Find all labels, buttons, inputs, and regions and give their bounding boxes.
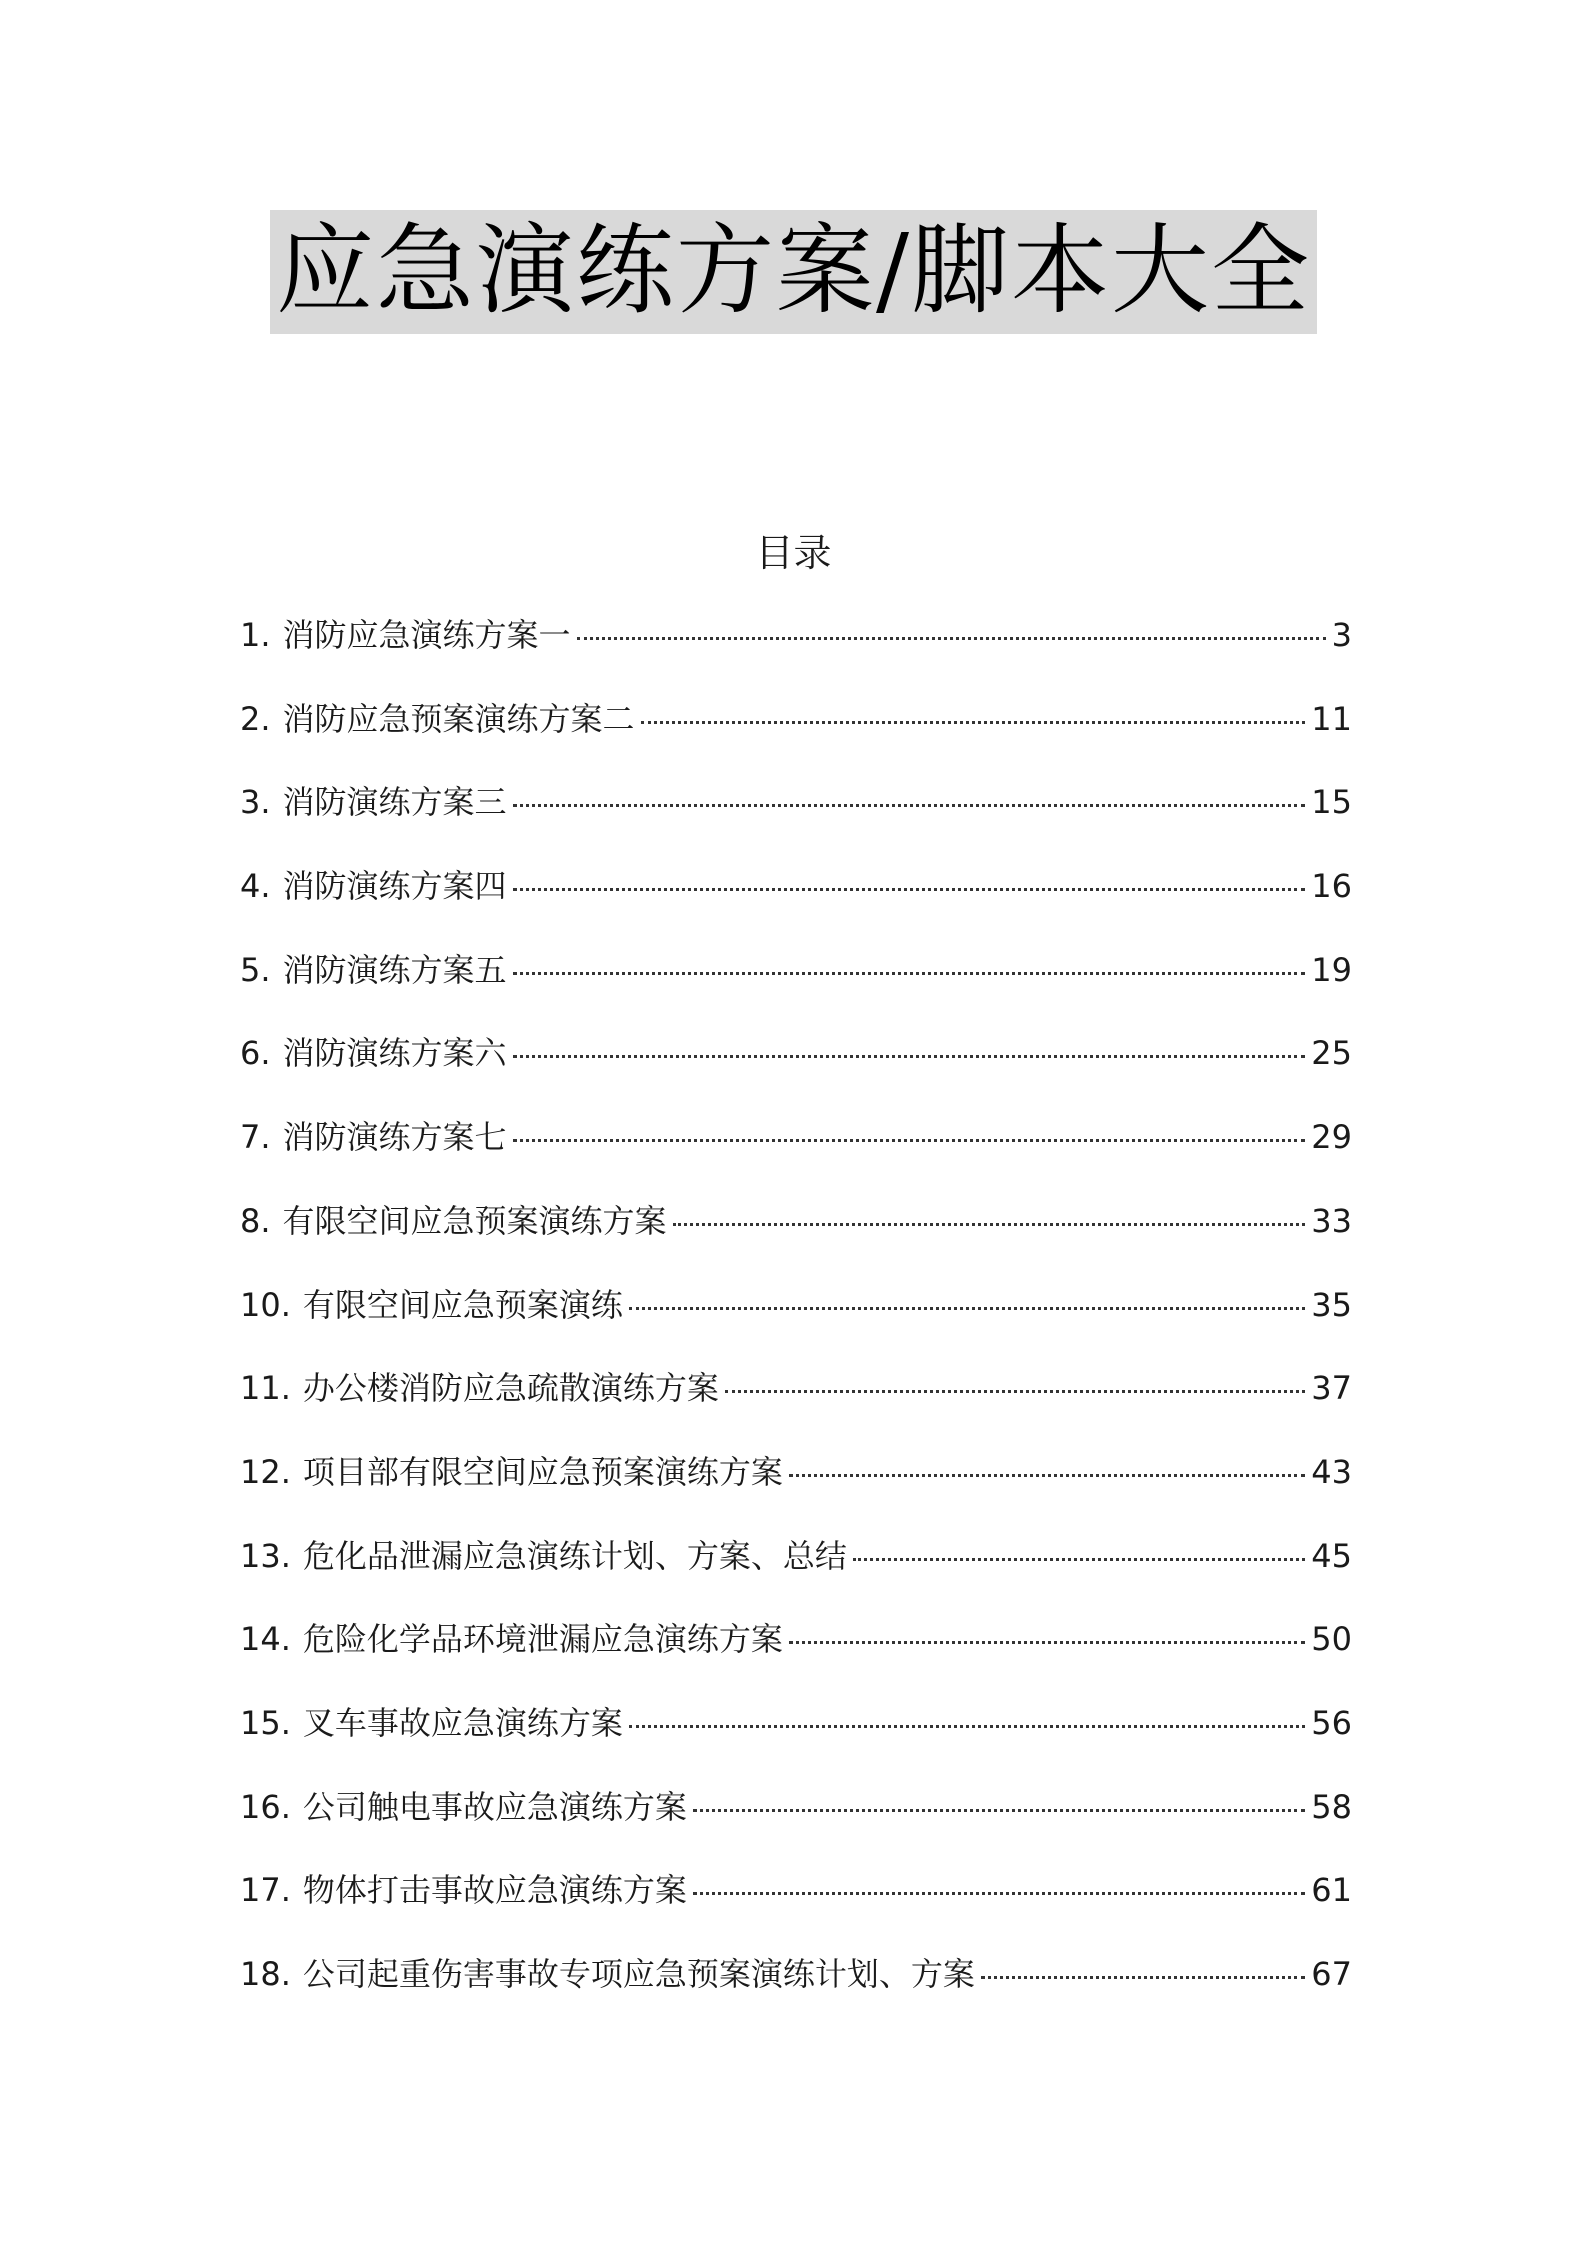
toc-entry-number: 6. xyxy=(240,1034,271,1073)
toc-entry-number: 1. xyxy=(240,616,271,654)
toc-dot-leader xyxy=(693,1892,1305,1895)
toc-entry-page-number: 50 xyxy=(1311,1620,1352,1659)
toc-entry[interactable] xyxy=(240,1028,1352,1112)
toc-entry-title: 消防演练方案四 xyxy=(282,867,507,906)
toc-entry-title: 危险化学品环境泄漏应急演练方案 xyxy=(302,1620,783,1659)
toc-dot-leader xyxy=(513,1139,1306,1142)
toc-entry-number: 15. xyxy=(240,1703,291,1742)
toc-entry-title: 有限空间应急预案演练 xyxy=(302,1285,623,1324)
toc-dot-leader xyxy=(513,972,1306,975)
toc-entry[interactable] xyxy=(240,1363,1352,1447)
toc-entry-number: 18. xyxy=(240,1955,291,1993)
table-of-contents xyxy=(240,610,1352,2033)
toc-entry-number: 13. xyxy=(240,1536,291,1575)
toc-entry[interactable] xyxy=(240,1614,1352,1698)
toc-entry-title: 有限空间应急预案演练方案 xyxy=(282,1201,667,1240)
toc-entry-title: 消防应急预案演练方案二 xyxy=(282,699,635,738)
toc-entry-number: 16. xyxy=(240,1787,291,1826)
toc-entry-title: 公司触电事故应急演练方案 xyxy=(302,1787,687,1826)
toc-entry-page-number: 43 xyxy=(1311,1452,1352,1491)
toc-entry-number: 14. xyxy=(240,1620,291,1659)
toc-entry[interactable] xyxy=(240,1280,1352,1364)
toc-entry-page-number: 67 xyxy=(1311,1955,1352,1993)
toc-dot-leader xyxy=(789,1474,1305,1477)
toc-entry[interactable] xyxy=(240,694,1352,778)
toc-entry-page-number: 15 xyxy=(1311,783,1352,822)
toc-entry-title: 公司起重伤害事故专项应急预案演练计划、方案 xyxy=(302,1955,975,1993)
toc-entry-title: 消防演练方案五 xyxy=(282,950,507,989)
toc-entry-number: 5. xyxy=(240,950,271,989)
toc-entry-number: 8. xyxy=(240,1201,271,1240)
toc-dot-leader xyxy=(853,1558,1305,1561)
toc-entry-number: 12. xyxy=(240,1452,291,1491)
toc-entry-number: 4. xyxy=(240,867,271,906)
toc-entry-page-number: 11 xyxy=(1311,699,1352,738)
toc-entry-page-number: 56 xyxy=(1311,1703,1352,1742)
toc-entry-title: 物体打击事故应急演练方案 xyxy=(302,1871,687,1910)
toc-dot-leader xyxy=(693,1809,1305,1812)
toc-dot-leader xyxy=(789,1641,1305,1644)
toc-entry-title: 办公楼消防应急疏散演练方案 xyxy=(302,1369,719,1408)
toc-entry-page-number: 33 xyxy=(1311,1201,1352,1240)
toc-dot-leader xyxy=(981,1976,1305,1979)
toc-dot-leader xyxy=(513,804,1306,807)
toc-entry[interactable] xyxy=(240,1531,1352,1615)
toc-entry-page-number: 16 xyxy=(1311,867,1352,906)
document-title: 应急演练方案/脚本大全 xyxy=(270,210,1317,334)
toc-heading: 目录 xyxy=(755,531,832,575)
toc-entry-title: 消防演练方案七 xyxy=(282,1118,507,1157)
toc-entry[interactable] xyxy=(240,1865,1352,1949)
toc-entry-page-number: 25 xyxy=(1311,1034,1352,1073)
toc-entry-page-number: 61 xyxy=(1311,1871,1352,1910)
toc-entry-title: 叉车事故应急演练方案 xyxy=(302,1703,623,1742)
toc-dot-leader xyxy=(629,1725,1305,1728)
toc-entry[interactable] xyxy=(240,945,1352,1029)
toc-dot-leader xyxy=(641,721,1306,724)
toc-dot-leader xyxy=(513,1055,1306,1058)
toc-entry[interactable] xyxy=(240,861,1352,945)
toc-entry-page-number: 29 xyxy=(1311,1118,1352,1157)
toc-entry-page-number: 58 xyxy=(1311,1787,1352,1826)
toc-entry-page-number: 3 xyxy=(1331,616,1352,654)
toc-entry-number: 11. xyxy=(240,1369,291,1408)
toc-entry[interactable] xyxy=(240,1447,1352,1531)
toc-entry-title: 项目部有限空间应急预案演练方案 xyxy=(302,1452,783,1491)
toc-entry[interactable] xyxy=(240,1112,1352,1196)
toc-dot-leader xyxy=(725,1390,1305,1393)
toc-entry-page-number: 19 xyxy=(1311,950,1352,989)
toc-entry[interactable] xyxy=(240,777,1352,861)
toc-dot-leader xyxy=(629,1307,1305,1310)
toc-entry[interactable] xyxy=(240,1698,1352,1782)
toc-entry[interactable] xyxy=(240,1196,1352,1280)
toc-dot-leader xyxy=(673,1223,1306,1226)
title-wrapper xyxy=(0,210,1587,334)
toc-entry[interactable] xyxy=(240,1949,1352,2033)
toc-entry-number: 3. xyxy=(240,783,271,822)
toc-dot-leader xyxy=(577,637,1326,640)
toc-entry-title: 消防应急演练方案一 xyxy=(282,616,571,654)
toc-entry-page-number: 35 xyxy=(1311,1285,1352,1324)
toc-entry-title: 消防演练方案六 xyxy=(282,1034,507,1073)
toc-entry-number: 10. xyxy=(240,1285,291,1324)
toc-entry[interactable] xyxy=(240,1782,1352,1866)
toc-entry[interactable] xyxy=(240,610,1352,694)
toc-entry-title: 危化品泄漏应急演练计划、方案、总结 xyxy=(302,1536,847,1575)
toc-entry-number: 2. xyxy=(240,699,271,738)
toc-dot-leader xyxy=(513,888,1306,891)
toc-entry-title: 消防演练方案三 xyxy=(282,783,507,822)
toc-entry-page-number: 45 xyxy=(1311,1536,1352,1575)
toc-entry-page-number: 37 xyxy=(1311,1369,1352,1408)
toc-entry-number: 7. xyxy=(240,1118,271,1157)
toc-entry-number: 17. xyxy=(240,1871,291,1910)
